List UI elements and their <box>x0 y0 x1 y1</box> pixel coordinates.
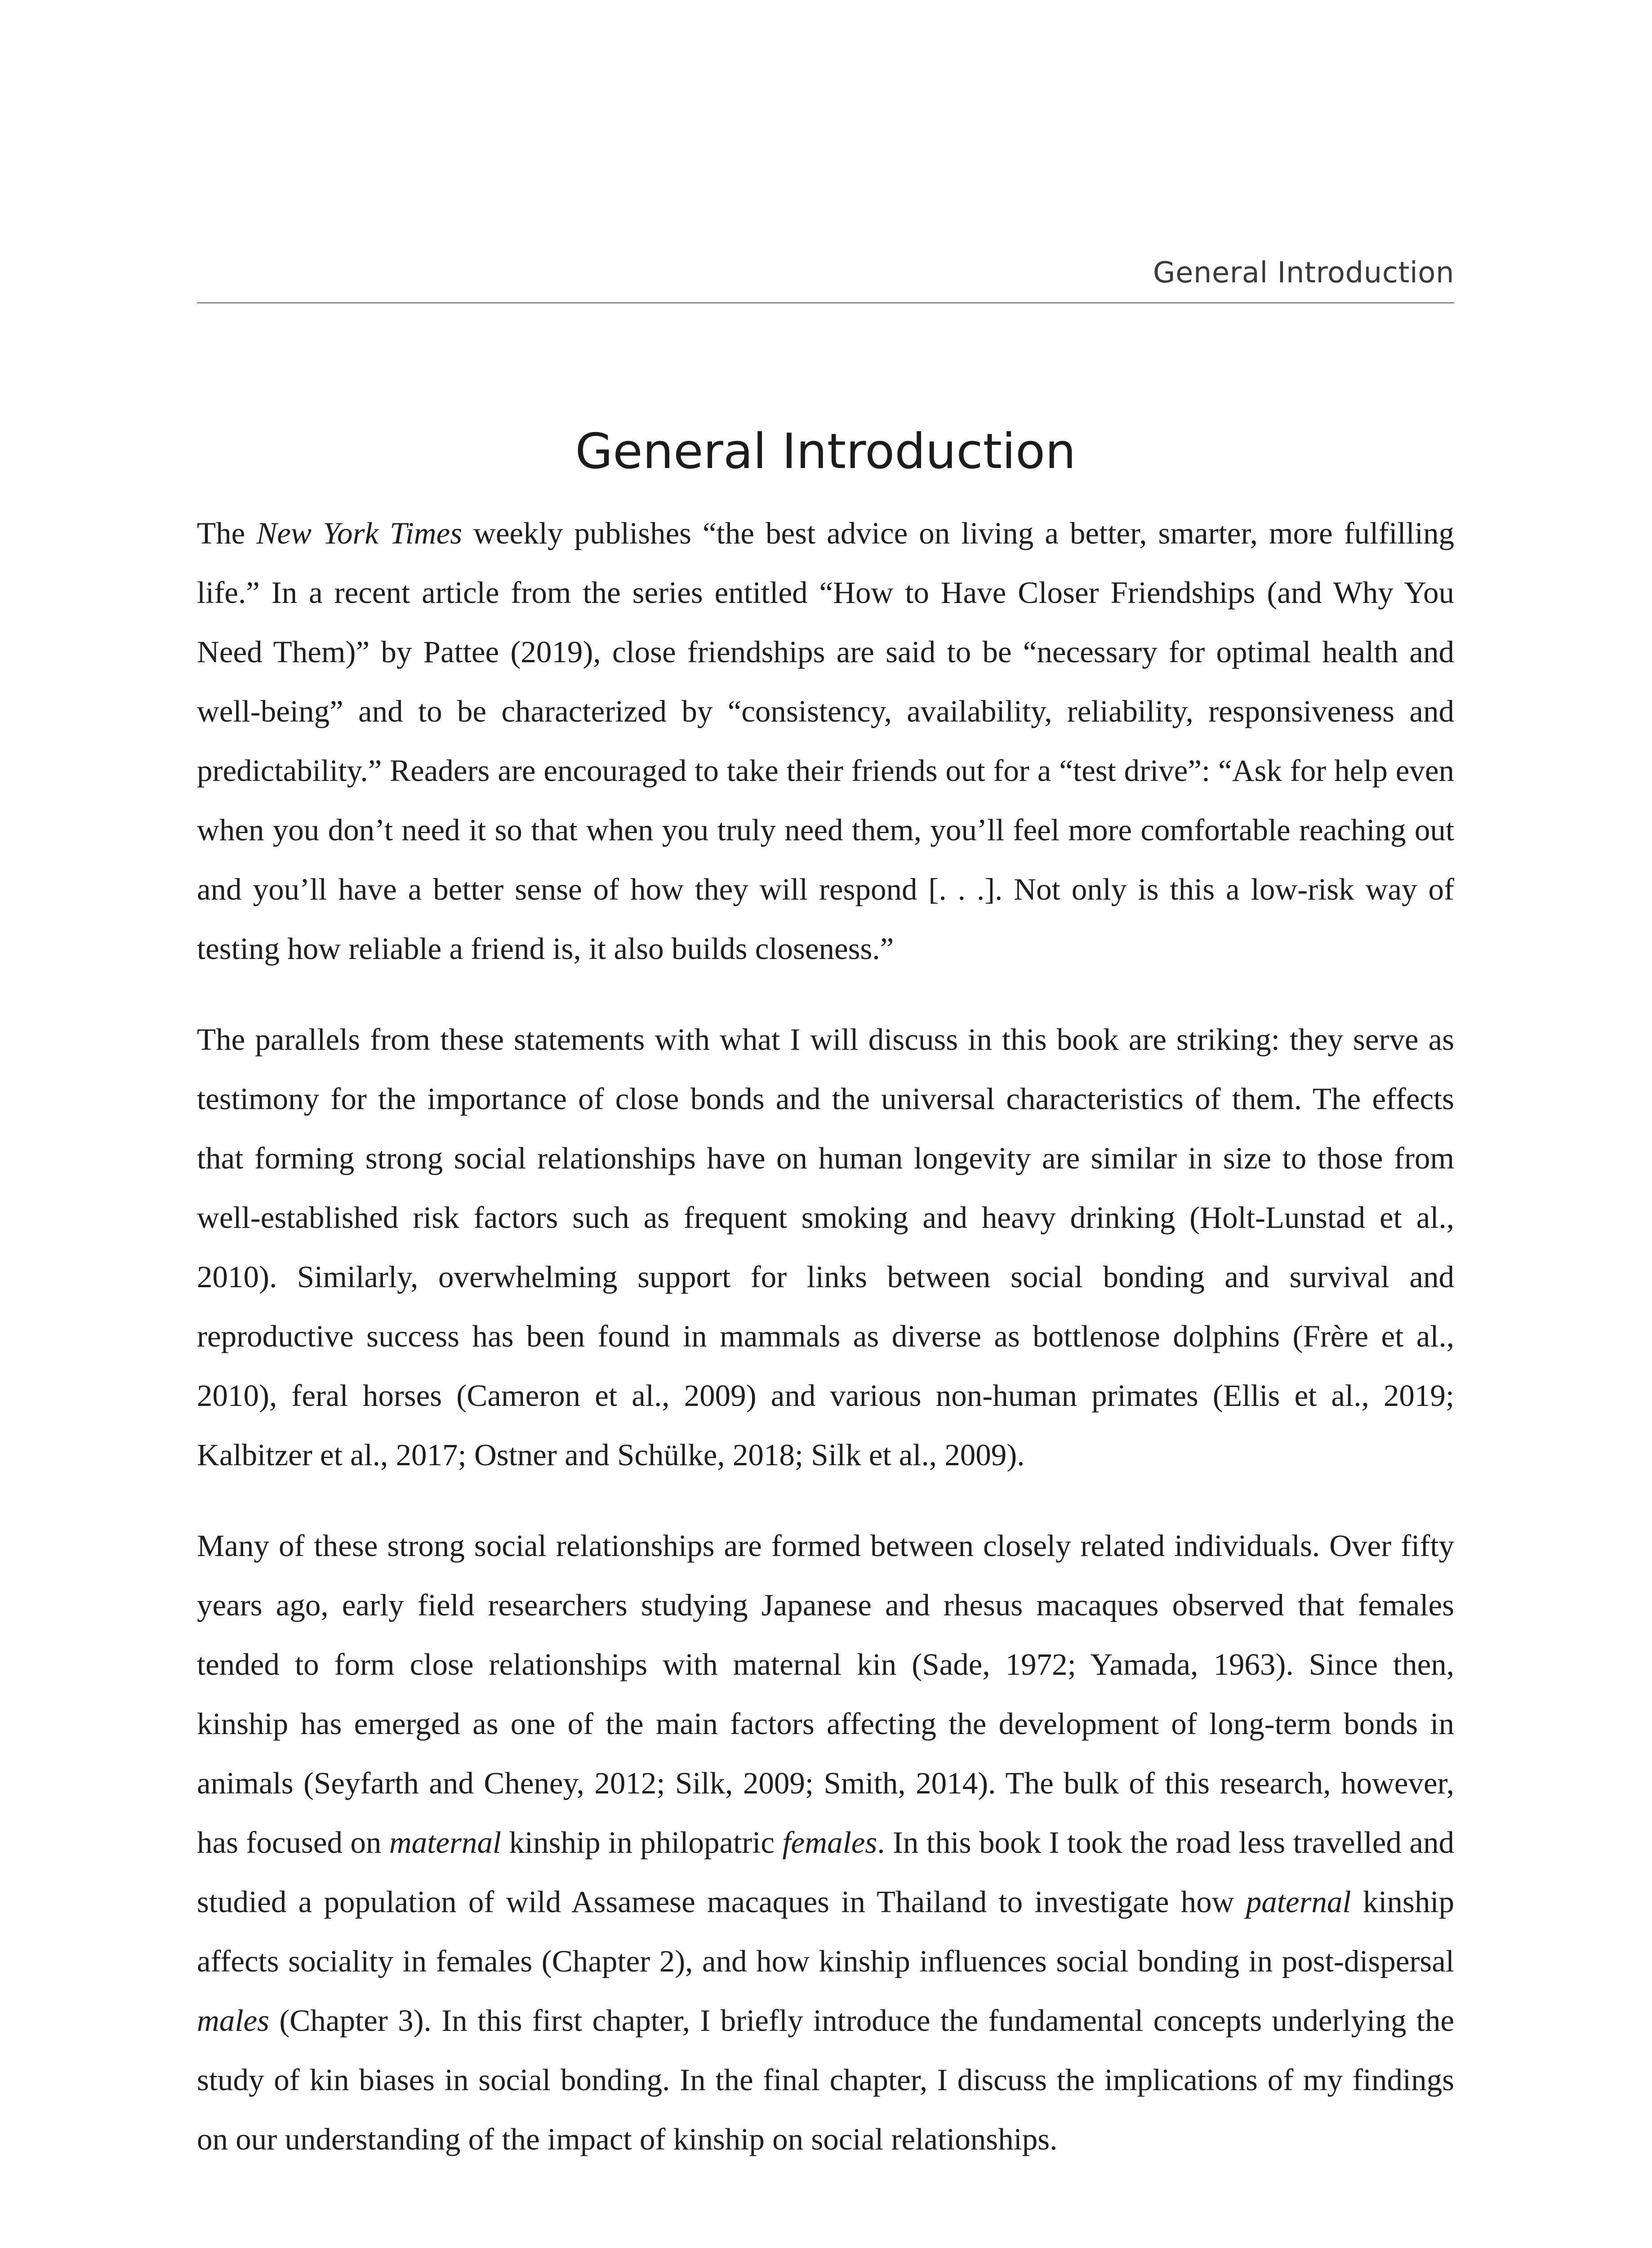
chapter-title: General Introduction <box>575 424 1076 480</box>
paragraph-2 <box>197 1010 1454 1485</box>
text-run: kinship affects sociality in females (Chapter 2), and how kinship influences social bonding in post-dispersal <box>197 1885 1454 1978</box>
italic-run: New York Times <box>256 516 463 550</box>
text-run: The parallels from these statements with what I will discuss in this book are striking: they serve as testimony for the importance of close bonds and the universal characteristics of them. The effects that forming strong social relationships have on human longevity are similar in size to those from well-established risk factors such as frequent smoking and heavy drinking (Holt-Lunstad et al., 2010). Similarly, overwhelming support for links between social bonding and survival and reproductive success has been found in mammals as diverse as bottlenose dolphins (Frère et al., 2010), feral horses (Cameron et al., 2009) and various non-human primates (Ellis et al., 2019; Kalbitzer et al., 2017; Ostner and Schülke, 2018; Silk et al., 2009). <box>197 1022 1454 1472</box>
body-text <box>197 504 1454 2200</box>
text-run: kinship in philopatric <box>501 1825 783 1860</box>
text-run: The <box>197 516 257 550</box>
text-run: weekly publishes “the best advice on living a better, smarter, more fulfilling life.” In a recent article from the series entitled “How to Have Closer Friendships (and Why You Need Them)” by Pattee (2019), close friendships are said to be “necessary for optimal health and well-being” and to be characterized by “consistency, availability, reliability, responsiveness and predictability.” Readers are encouraged to take their friends out for a “test drive”: “Ask for help even when you don’t need it so that when you truly need them, you’ll feel more comfortable reaching out and you’ll have a better sense of how they will respond [. . .]. Not only is this a low-risk way of testing how reliable a friend is, it also builds closeness.” <box>197 516 1455 966</box>
italic-run: males <box>197 2003 269 2038</box>
italic-run: females <box>782 1825 877 1860</box>
text-run: . In this book I took the road less travelled and studied a population of wild Assamese macaques in Thailand to investigate how <box>197 1825 1454 1919</box>
text-run: Many of these strong social relationships are formed between closely related individuals. Over fifty years ago, early field researchers studying Japanese and rhesus macaques observed that females tended to form close relationships with maternal kin (Sade, 1972; Yamada, 1963). Since then, kinship has emerged as one of the main factors affecting the development of long-term bonds in animals (Seyfarth and Cheney, 2012; Silk, 2009; Smith, 2014). The bulk of this research, however, has focused on <box>197 1529 1454 1860</box>
italic-run: paternal <box>1246 1885 1351 1919</box>
paragraph-1 <box>197 504 1454 978</box>
header-rule <box>197 302 1454 303</box>
text-run: (Chapter 3). In this first chapter, I briefly introduce the fundamental concepts underlying the study of kin biases in social bonding. In the final chapter, I discuss the implications of my findings on our understanding of the impact of kinship on social relationships. <box>197 2003 1454 2156</box>
running-header: General Introduction <box>1153 256 1454 290</box>
paragraph-3 <box>197 1516 1454 2169</box>
italic-run: maternal <box>389 1825 501 1860</box>
